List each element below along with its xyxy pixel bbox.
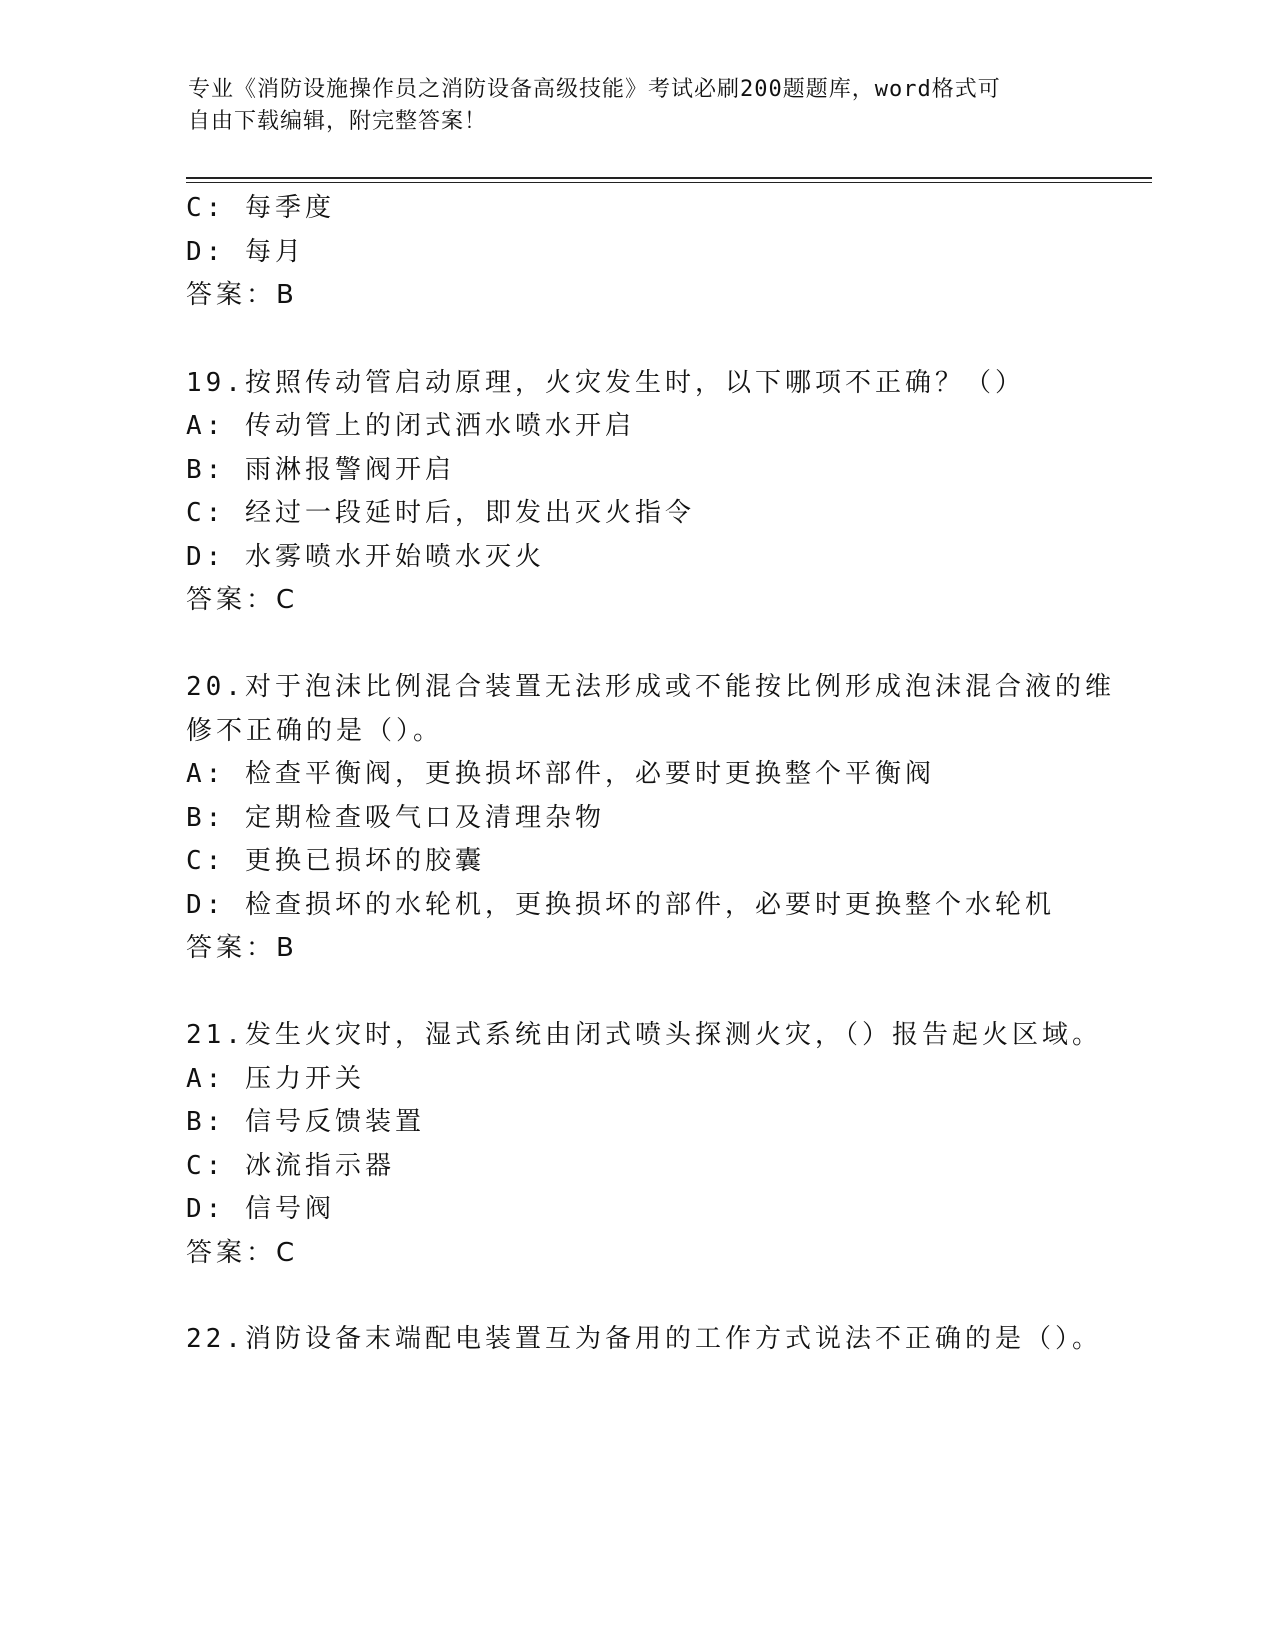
header-line-2: 自由下载编辑，附完整答案！ xyxy=(188,109,488,134)
question-21-answer: 答案：C xyxy=(186,1238,299,1268)
prev-answer: 答案：B xyxy=(186,280,298,310)
prev-option-c: C: 每季度 xyxy=(186,193,335,223)
prev-option-d: D: 每月 xyxy=(186,237,305,267)
question-19-stem: 19.按照传动管启动原理，火灾发生时，以下哪项不正确？（） xyxy=(186,368,1025,398)
question-20-stem-line-1: 20.对于泡沫比例混合装置无法形成或不能按比例形成泡沫混合液的维 xyxy=(186,672,1115,702)
question-21-option-a: A: 压力开关 xyxy=(186,1064,365,1094)
document-header xyxy=(188,74,1088,138)
question-19-option-b: B: 雨淋报警阀开启 xyxy=(186,455,455,485)
question-21-stem: 21.发生火灾时，湿式系统由闭式喷头探测火灾，（）报告起火区域。 xyxy=(186,1020,1102,1050)
header-divider-bottom xyxy=(186,182,1152,183)
question-20-stem-line-2: 修不正确的是（）。 xyxy=(186,716,444,746)
question-20-option-d: D: 检查损坏的水轮机，更换损坏的部件，必要时更换整个水轮机 xyxy=(186,890,1055,920)
question-19-option-a: A: 传动管上的闭式洒水喷水开启 xyxy=(186,411,635,441)
question-20-option-b: B: 定期检查吸气口及清理杂物 xyxy=(186,803,605,833)
question-20-option-c: C: 更换已损坏的胶囊 xyxy=(186,846,485,876)
question-19-answer: 答案：C xyxy=(186,585,299,615)
header-divider-top xyxy=(186,177,1152,179)
question-20-answer: 答案：B xyxy=(186,933,298,963)
question-21-option-b: B: 信号反馈装置 xyxy=(186,1107,425,1137)
question-20-option-a: A: 检查平衡阀，更换损坏部件，必要时更换整个平衡阀 xyxy=(186,759,935,789)
header-line-1: 专业《消防设施操作员之消防设备高级技能》考试必刷200题题库，word格式可 xyxy=(188,77,1001,102)
question-19-option-d: D: 水雾喷水开始喷水灭火 xyxy=(186,542,545,572)
question-19-option-c: C: 经过一段延时后，即发出灭火指令 xyxy=(186,498,695,528)
question-22-stem: 22.消防设备末端配电装置互为备用的工作方式说法不正确的是（）。 xyxy=(186,1324,1102,1354)
question-21-option-c: C: 冰流指示器 xyxy=(186,1151,395,1181)
question-21-option-d: D: 信号阀 xyxy=(186,1194,335,1224)
